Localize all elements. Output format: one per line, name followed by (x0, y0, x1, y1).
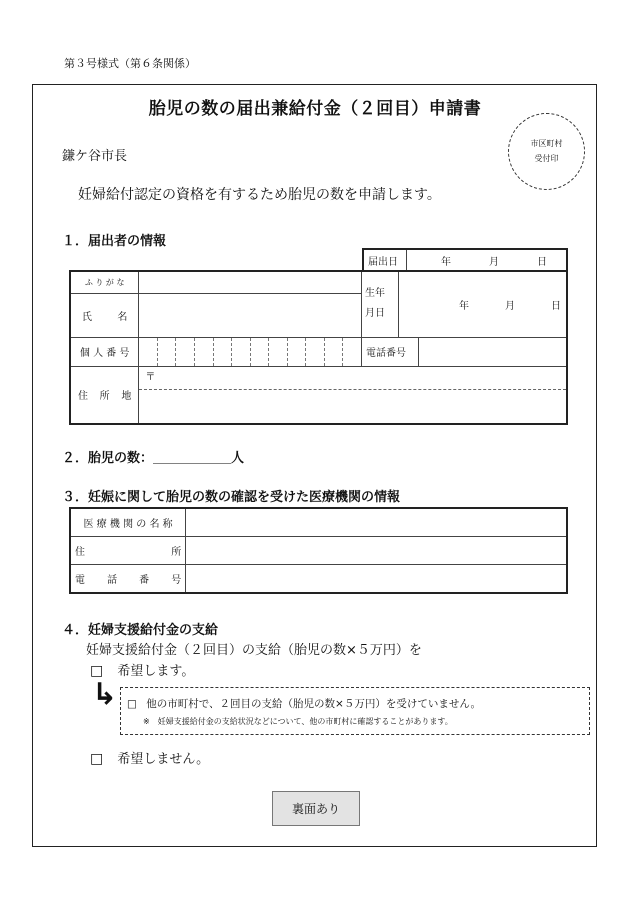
arrow-icon: ↳ (92, 677, 118, 712)
birthdate-label-1: 生年 (364, 288, 385, 300)
page-title: 胎児の数の届出兼給付金（２回目）申請書 (148, 99, 482, 119)
other-municipality-label: 他の市町村で、２回目の支給（胎児の数×５万円）を受けていません。 (146, 698, 481, 710)
institution-name-label: 医 療 機 関 の 名 称 (70, 508, 186, 537)
other-municipality-option[interactable] (127, 696, 481, 711)
personal-number-label: 個 人 番 号 (70, 337, 139, 366)
inst-phone-2: 話 (107, 575, 118, 586)
other-municipality-box (120, 687, 590, 735)
other-municipality-checkbox[interactable]: □ (127, 698, 137, 710)
name-label (70, 293, 139, 337)
fetus-count-label: ２．胎児の数： (62, 451, 154, 466)
phone-cell (361, 337, 567, 366)
wish-yes-checkbox[interactable]: □ (90, 663, 104, 679)
address-label-2: 所 (99, 391, 110, 403)
wish-yes-label: 希望します。 (117, 664, 195, 679)
inst-address-2: 所 (171, 547, 182, 558)
filing-month[interactable]: 月 (489, 257, 499, 268)
birth-day: 日 (551, 300, 561, 312)
address-label-3: 地 (121, 391, 132, 403)
fetus-count-blank[interactable]: ＿＿＿＿＿＿ (153, 451, 232, 466)
address-label (70, 366, 139, 424)
institution-phone-label (70, 565, 186, 594)
applicant-info-table (69, 270, 568, 425)
furigana-label: ふ り が な (70, 271, 139, 293)
inst-phone-1: 電 (75, 575, 85, 586)
form-style-number: 第３号様式（第６条関係） (64, 57, 196, 70)
institution-name-field[interactable] (186, 508, 567, 537)
confirmation-note: ※ 妊婦支援給付金の支給状況などについて、他の市町村に確認することがあります。 (143, 717, 453, 726)
inst-phone-4: 号 (171, 575, 182, 586)
section4-description: 妊婦支援給付金（２回目）の支給（胎児の数×５万円）を (86, 643, 422, 658)
birthdate-label (361, 271, 398, 337)
section3-heading: ３．妊娠に関して胎児の数の確認を受けた医療機関の情報 (62, 490, 401, 505)
filing-year[interactable]: 年 (441, 257, 451, 268)
wish-no-label: 希望しません。 (117, 752, 210, 767)
filing-date-label: 届出日 (364, 250, 407, 271)
reception-stamp-area (508, 113, 585, 190)
name-label-1: 氏 (82, 311, 92, 323)
phone-field[interactable] (419, 338, 566, 366)
birth-year: 年 (459, 300, 469, 312)
institution-address-field[interactable] (186, 537, 567, 565)
statement: 妊婦給付認定の資格を有するため胎児の数を申請します。 (78, 187, 441, 203)
birthdate-field[interactable] (398, 271, 567, 337)
wish-no-checkbox[interactable]: □ (90, 751, 104, 767)
inst-address-1: 住 (75, 547, 85, 558)
institution-phone-field[interactable] (186, 565, 567, 594)
stamp-label-1: 市区町村 (530, 139, 563, 148)
name-label-2: 名 (117, 311, 128, 323)
personal-number-field[interactable] (139, 337, 362, 366)
medical-institution-table (69, 507, 568, 594)
addressee: 鎌ケ谷市長 (62, 149, 128, 164)
section2-heading (62, 447, 244, 466)
address-field[interactable] (139, 366, 567, 424)
name-field[interactable] (139, 293, 362, 337)
phone-label: 電話番号 (362, 338, 419, 366)
section4-heading: ４．妊婦支援給付金の支給 (62, 623, 219, 638)
section1-heading: １．届出者の情報 (62, 234, 167, 249)
institution-address-label (70, 537, 186, 565)
birthdate-label-2: 月日 (364, 308, 385, 320)
birth-month: 月 (505, 300, 515, 312)
back-side-button[interactable]: 裏面あり (272, 791, 360, 826)
filing-date-row (362, 248, 568, 271)
wish-no-option[interactable] (90, 748, 209, 767)
fetus-count-unit: 人 (231, 451, 245, 466)
postal-mark: 〒 (139, 367, 566, 390)
furigana-field[interactable] (139, 271, 362, 293)
address-label-1: 住 (78, 391, 88, 403)
stamp-label-2: 受付印 (534, 154, 559, 163)
filing-day[interactable]: 日 (537, 257, 547, 268)
inst-phone-3: 番 (139, 575, 150, 586)
